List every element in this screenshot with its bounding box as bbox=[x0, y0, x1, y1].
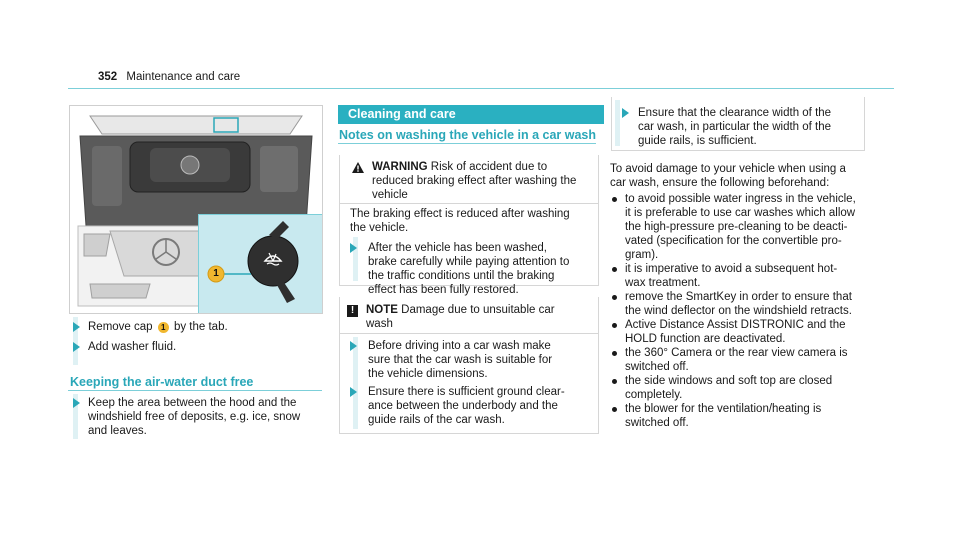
arrow-icon bbox=[350, 243, 357, 253]
section-title-car-wash: Notes on washing the vehicle in a car wash bbox=[339, 128, 597, 142]
section-rule bbox=[338, 143, 596, 144]
callout-badge: 1 bbox=[158, 322, 169, 333]
car-wash-checklist bbox=[611, 192, 893, 430]
arrow-icon bbox=[73, 322, 80, 332]
step-text: Add washer fluid. bbox=[88, 341, 177, 353]
arrow-icon bbox=[350, 341, 357, 351]
header-rule bbox=[68, 88, 894, 89]
callout-1: 1 bbox=[213, 268, 219, 279]
washer-fluid-icon bbox=[261, 245, 285, 269]
step-text: Remove cap bbox=[88, 321, 156, 333]
arrow-icon bbox=[350, 387, 357, 397]
list-item: remove the SmartKey in order to ensure that the wind deflector on the windshield retracts. bbox=[611, 290, 893, 318]
note-label: NOTE bbox=[366, 304, 398, 316]
note-box bbox=[339, 297, 599, 434]
warning-body: The braking effect is reduced after washing the vehicle. bbox=[350, 208, 570, 234]
arrow-icon bbox=[73, 342, 80, 352]
warning-icon bbox=[352, 162, 364, 177]
list-item: Active Distance Assist DISTRONIC and the HOLD function are deactivated. bbox=[611, 318, 893, 346]
step-text: Keep the area between the hood and the windshield free of deposits, e.g. ice, snow and leaves. bbox=[88, 397, 301, 437]
list-item: the side windows and soft top are closed completely. bbox=[611, 374, 893, 402]
washer-cap-inset bbox=[198, 214, 322, 313]
section-title-air-duct: Keeping the air-water duct free bbox=[70, 375, 254, 389]
arrow-icon bbox=[622, 108, 629, 118]
clearance-step-box bbox=[611, 97, 865, 151]
list-item: to avoid possible water ingress in the vehicle, it is preferable to use car washes which allow the high-pressure pre-cleaning to be deacti- vated (specification for the convertible pro- gram). bbox=[611, 192, 893, 262]
note-step-1: Before driving into a car wash make sure that the car wash is suitable for the vehicle dimensions. bbox=[368, 340, 553, 380]
list-item: the 360° Camera or the rear view camera is switched off. bbox=[611, 346, 893, 374]
warning-box bbox=[339, 155, 599, 296]
clearance-step: Ensure that the clearance width of the car wash, in particular the width of the guide rails, is sufficient. bbox=[638, 107, 832, 147]
divider bbox=[340, 203, 598, 204]
page-header bbox=[98, 70, 240, 84]
page-number: 352 bbox=[98, 71, 118, 83]
note-step-2: Ensure there is sufficient ground clear- ance between the underbody and the guide rails of the car wash. bbox=[368, 386, 565, 426]
note-title: Damage due to unsuitable car wash bbox=[366, 304, 555, 330]
section-rule bbox=[68, 390, 322, 391]
note-icon: ! bbox=[347, 305, 358, 317]
step-text: by the tab. bbox=[170, 321, 228, 333]
section-banner: Cleaning and care bbox=[338, 105, 604, 124]
steps-bar bbox=[615, 100, 620, 146]
warning-step: After the vehicle has been washed, brake carefully while paying attention to the traffic conditions until the braking effect has been fully restored. bbox=[368, 242, 570, 296]
chapter-title: Maintenance and care bbox=[126, 71, 241, 83]
car-wash-intro: To avoid damage to your vehicle when using a car wash, ensure the following beforehand: bbox=[610, 163, 846, 189]
warning-label: WARNING bbox=[372, 161, 428, 173]
list-item: the blower for the ventilation/heating is switched off. bbox=[611, 402, 893, 430]
divider bbox=[340, 333, 598, 334]
warning-title: Risk of accident due to reduced braking effect after washing the vehicle bbox=[372, 161, 577, 201]
list-item: it is imperative to avoid a subsequent hot- wax treatment. bbox=[611, 262, 893, 290]
arrow-icon bbox=[73, 398, 80, 408]
